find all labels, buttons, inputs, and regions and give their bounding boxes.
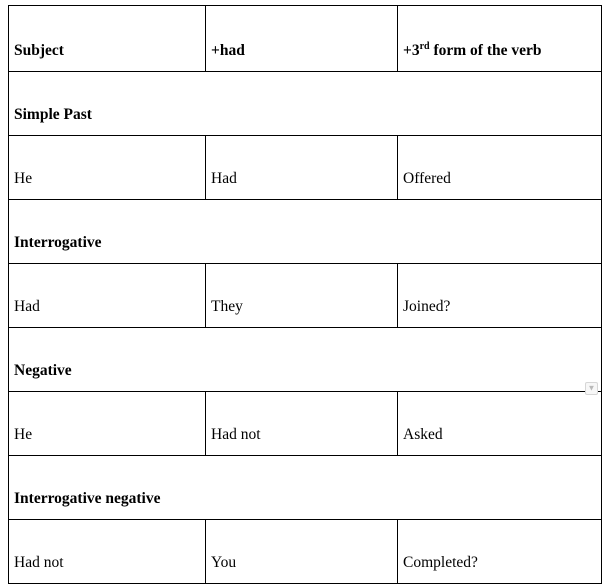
section-title-interrogative: Interrogative: [9, 200, 602, 264]
cell-verb: Offered: [398, 136, 602, 200]
table-header-row: [9, 6, 602, 72]
table-row: [9, 264, 602, 328]
cell-auxiliary: Had not: [9, 520, 206, 584]
table-row: [9, 136, 602, 200]
section-title-row: [9, 72, 602, 136]
cell-subject: They: [206, 264, 398, 328]
cell-auxiliary: Had: [9, 264, 206, 328]
cell-verb: Asked: [398, 392, 602, 456]
section-title-row: [9, 328, 602, 392]
past-perfect-grammar-table: [8, 5, 602, 584]
cell-auxiliary: Had: [206, 136, 398, 200]
section-title-row: [9, 200, 602, 264]
table-row: [9, 520, 602, 584]
cell-subject: He: [9, 136, 206, 200]
header-cell-had: +had: [206, 6, 398, 72]
header-cell-subject: Subject: [9, 6, 206, 72]
cell-subject: You: [206, 520, 398, 584]
verb-form-suffix: form of the verb: [429, 42, 542, 60]
verb-form-prefix: +3: [403, 42, 420, 60]
cell-verb: Completed?: [398, 520, 602, 584]
section-title-negative: Negative: [9, 328, 602, 392]
cell-auxiliary: Had not: [206, 392, 398, 456]
section-title-interrogative-negative: Interrogative negative: [9, 456, 602, 520]
cell-verb: Joined?: [398, 264, 602, 328]
cell-subject: He: [9, 392, 206, 456]
header-cell-verb-form: [398, 6, 602, 72]
table-row: [9, 392, 602, 456]
chevron-down-icon: ▼: [587, 383, 596, 392]
verb-form-ordinal-suffix: rd: [419, 41, 430, 53]
dropdown-arrow-button[interactable]: [585, 382, 598, 395]
section-title-simple-past: Simple Past: [9, 72, 602, 136]
